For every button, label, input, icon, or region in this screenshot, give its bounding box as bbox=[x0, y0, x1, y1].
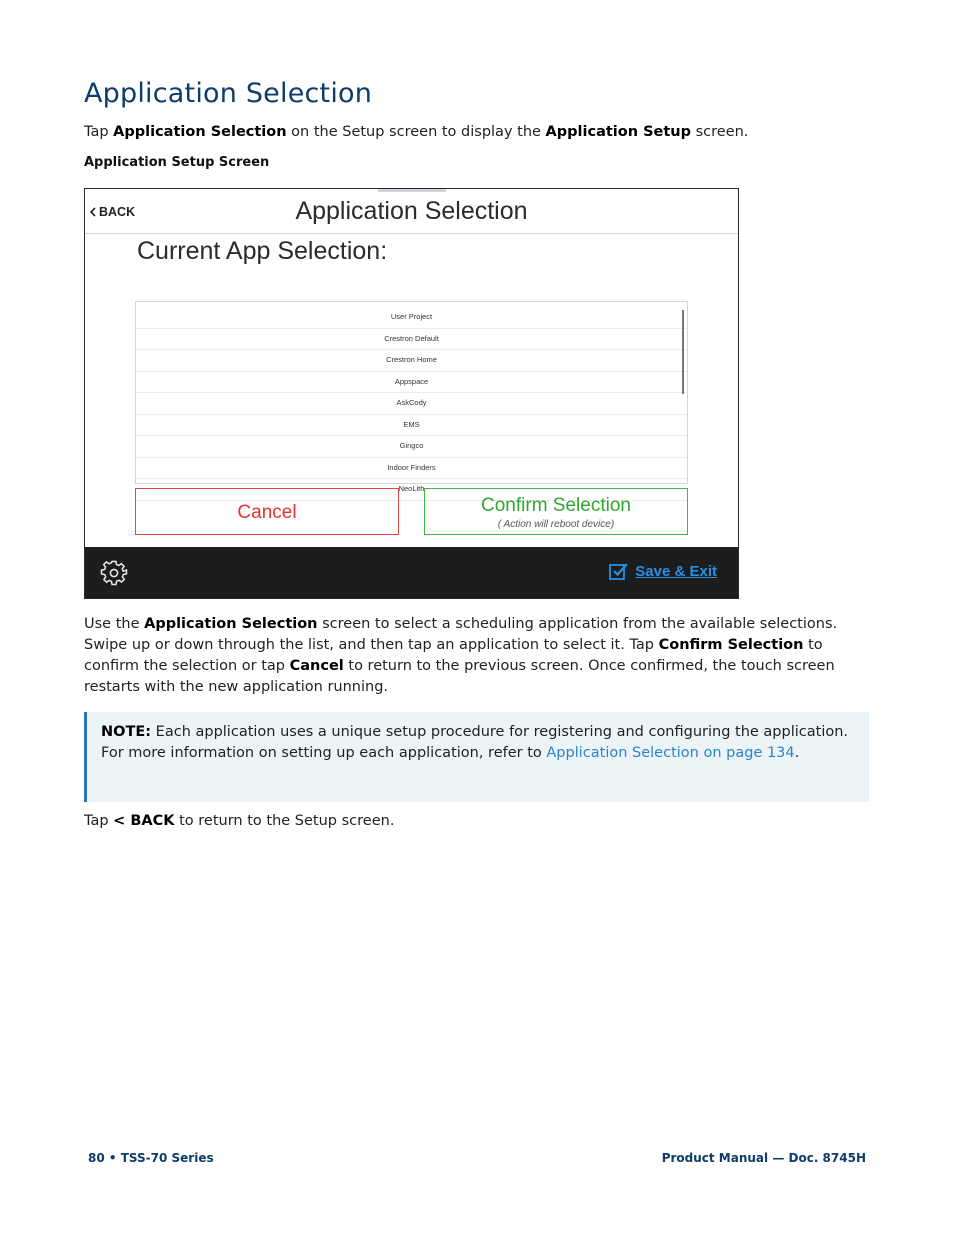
back-paragraph: Tap < BACK to return to the Setup screen. bbox=[84, 813, 395, 829]
app-list[interactable] bbox=[135, 301, 688, 493]
list-item[interactable]: Gingco bbox=[136, 436, 687, 458]
list-scrollbar[interactable] bbox=[682, 310, 684, 394]
list-item[interactable]: AskCody bbox=[136, 393, 687, 415]
top-tab-indicator bbox=[378, 189, 446, 192]
list-item[interactable]: Indoor Finders bbox=[136, 458, 687, 480]
list-item[interactable]: NeoLith bbox=[136, 479, 687, 501]
figure-caption: Application Setup Screen bbox=[84, 155, 270, 170]
footer-page-info: 80 • TSS-70 Series bbox=[88, 1151, 214, 1165]
intro-paragraph: Tap Application Selection on the Setup screen to display the Application Setup screen. bbox=[84, 124, 749, 140]
confirm-selection-button[interactable] bbox=[424, 488, 688, 535]
confirm-reboot-note: ( Action will reboot device) bbox=[497, 519, 615, 530]
note-text: NOTE: Each application uses a unique setup procedure for registering and configuring the application. For more information on setting up each application, refer to Application Selection on page 134. bbox=[101, 724, 849, 761]
cross-reference-link[interactable]: Application Selection on page 134 bbox=[546, 745, 795, 761]
body-paragraph: Use the Application Selection screen to select a scheduling application from the available selections. Swipe up or down through the list, and then tap an application to select it. Tap Confirm Selection to confirm the selection or tap Cancel to return to the previous screen. Once confirmed, the touch screen restarts with the new application running. bbox=[84, 616, 838, 695]
back-label: BACK bbox=[99, 205, 136, 219]
list-item[interactable]: User Project bbox=[136, 307, 687, 329]
list-item[interactable]: EMS bbox=[136, 415, 687, 437]
note-box bbox=[84, 712, 869, 802]
gear-icon[interactable] bbox=[101, 560, 127, 586]
list-item[interactable]: Crestron Default bbox=[136, 329, 687, 351]
confirm-label: Confirm Selection bbox=[481, 495, 631, 516]
list-item[interactable]: Crestron Home bbox=[136, 350, 687, 372]
footer-doc-info: Product Manual — Doc. 8745H bbox=[661, 1151, 866, 1165]
app-setup-screenshot bbox=[84, 188, 739, 599]
screen-title: Application Selection bbox=[295, 197, 528, 225]
save-exit-label: Save & Exit bbox=[635, 563, 717, 580]
current-app-label: Current App Selection: bbox=[137, 237, 388, 265]
list-item[interactable]: Appspace bbox=[136, 372, 687, 394]
page-title: Application Selection bbox=[84, 78, 373, 109]
divider bbox=[85, 233, 738, 234]
cancel-button[interactable]: Cancel bbox=[135, 488, 399, 535]
bottom-bar bbox=[85, 547, 738, 598]
save-exit-button[interactable] bbox=[609, 562, 717, 580]
checkbox-icon bbox=[609, 562, 629, 580]
